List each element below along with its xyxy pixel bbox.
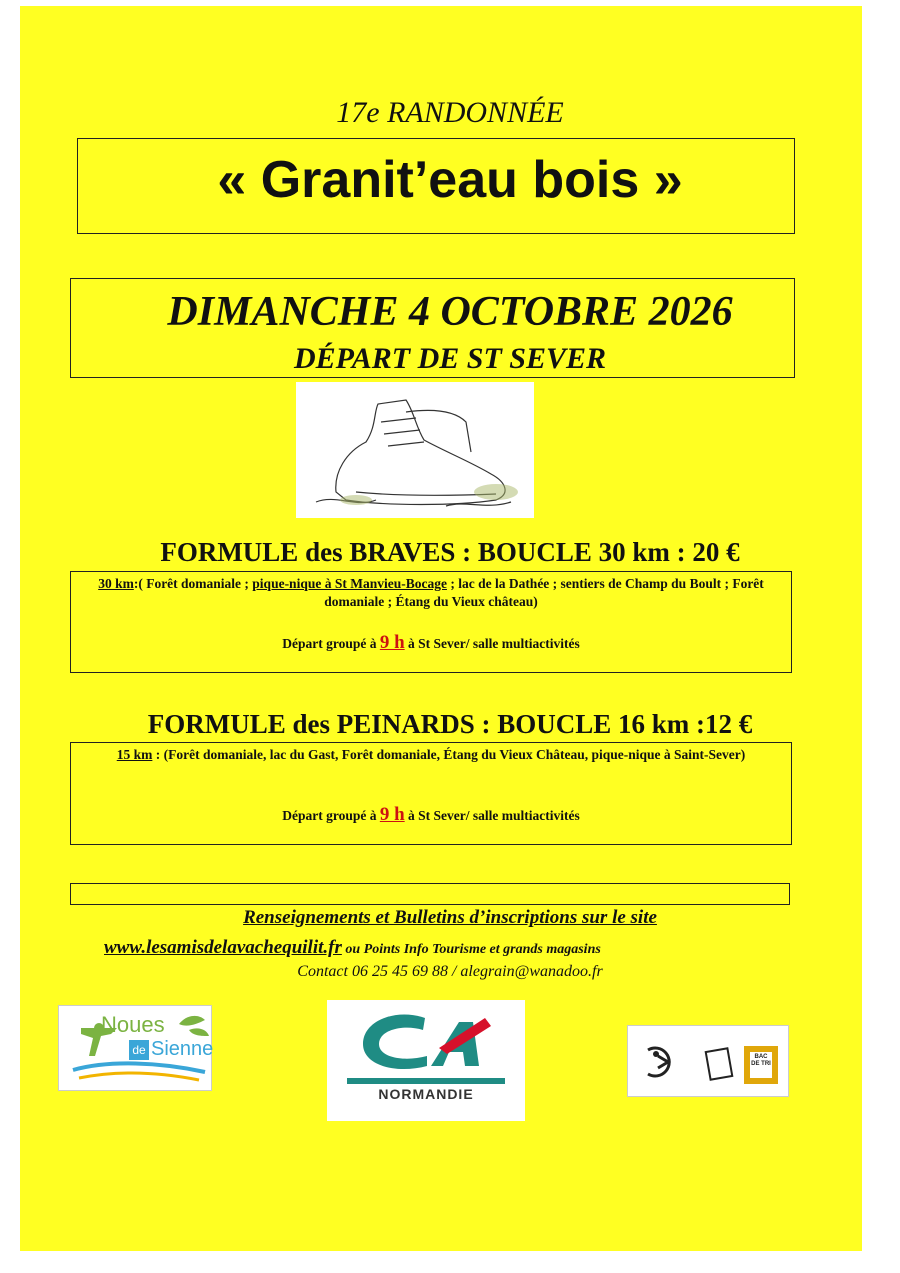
peinards-depart-suffix: à St Sever/ salle multiactivités [404, 808, 580, 823]
peinards-route: : (Forêt domaniale, lac du Gast, Forêt domaniale, Étang du Vieux Château, pique-nique à Saint-Sever) [152, 747, 746, 762]
credit-agricole-logo [327, 1000, 525, 1121]
formule-peinards-heading: FORMULE des PEINARDS : BOUCLE 16 km :12 € [147, 709, 753, 739]
braves-distance: 30 km [98, 576, 134, 591]
braves-depart-suffix: à St Sever/ salle multiactivités [404, 636, 580, 651]
braves-route-part2: ; lac de la Dathée ; sentiers de Champ du Boult ; Forêt domaniale ; Étang du Vieux château) [324, 576, 764, 609]
braves-picnic: pique-nique à St Manvieu-Bocage [252, 576, 447, 591]
peinards-distance: 15 km [116, 747, 153, 762]
info-heading: Renseignements et Bulletins d’inscriptions sur le site [243, 907, 657, 928]
info-website-line [104, 937, 601, 959]
triman-recycling-logo [627, 1025, 789, 1097]
noues-de-sienne-logo [58, 1005, 212, 1091]
event-date: DIMANCHE 4 OCTOBRE 2026 [167, 289, 733, 335]
edition-label: 17e RANDONNÉE [336, 96, 564, 129]
formule-peinards-depart [74, 806, 788, 825]
braves-depart-prefix: Départ groupé à [282, 636, 380, 651]
bac-de-tri-label: BAC DE TRI [751, 1054, 771, 1067]
peinards-depart-time: 9 h [379, 804, 405, 825]
empty-separator-box [70, 883, 790, 905]
formule-braves-route [74, 575, 788, 611]
departure-location: DÉPART DE ST SEVER [293, 342, 607, 375]
braves-depart-time: 9 h [379, 632, 405, 653]
peinards-depart-prefix: Départ groupé à [282, 808, 380, 823]
formule-braves-depart [74, 634, 788, 653]
sienne-text: Sienne [151, 1038, 214, 1060]
website-link[interactable]: www.lesamisdelavachequilit.fr [104, 937, 342, 958]
points-info: ou Points Info Tourisme et grands magasins [341, 942, 601, 957]
braves-route-part1: :( Forêt domaniale ; [133, 576, 253, 591]
normandie-text: NORMANDIE [378, 1086, 474, 1102]
contact-line: Contact 06 25 45 69 88 / alegrain@wanadoo.fr [297, 963, 603, 980]
formule-peinards-route [74, 746, 788, 764]
noues-text: Noues [101, 1012, 165, 1037]
hiking-boots-image [296, 382, 534, 518]
noues-de-text: de [129, 1040, 149, 1060]
event-title: « Granit’eau bois » [217, 151, 683, 209]
formule-braves-heading: FORMULE des BRAVES : BOUCLE 30 km : 20 € [160, 537, 740, 567]
